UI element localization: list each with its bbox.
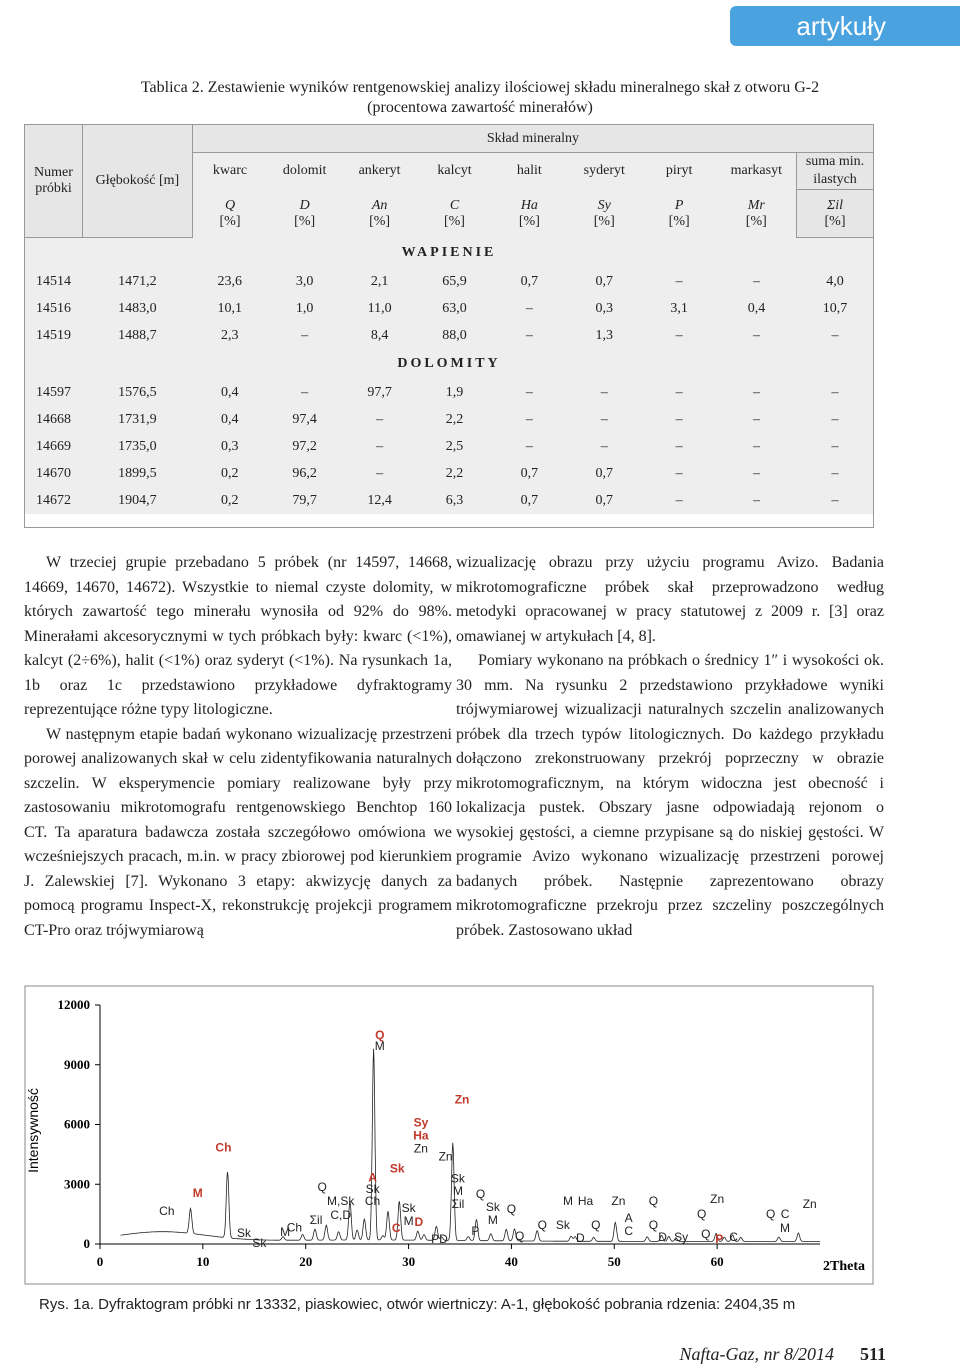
peak-label: Sy <box>674 1230 689 1245</box>
table-row <box>25 406 874 433</box>
table-cell: 1,3 <box>595 327 614 343</box>
table-cell: 11,0 <box>367 300 392 316</box>
peak-label: Ha <box>577 1194 594 1209</box>
table-cell: 0,7 <box>520 273 539 289</box>
mineral-table <box>24 124 874 514</box>
peak-label: M <box>452 1184 463 1199</box>
text-column-right <box>456 551 884 943</box>
table-cell: 97,7 <box>367 384 392 400</box>
table-cell: 2,3 <box>221 327 239 343</box>
peak-label: Zn <box>802 1197 817 1212</box>
figure-caption: Rys. 1a. Dyfraktogram próbki nr 13332, piaskowiec, otwór wiertniczy: A-1, głębokość pobrania rdzenia: 2404,35 m <box>39 1296 796 1313</box>
table-cell: – <box>831 492 839 508</box>
section-title: DOLOMITY <box>397 356 501 371</box>
table-row <box>25 379 874 406</box>
col-header-mineral: markasyt <box>730 163 782 179</box>
table-cell: 1471,2 <box>118 273 157 289</box>
section-row <box>25 238 874 269</box>
mineral-symbol: Sy <box>597 197 611 213</box>
mineral-symbol: Σil <box>826 197 844 213</box>
peak-label: Q <box>537 1218 547 1233</box>
table-cell: – <box>675 492 683 508</box>
table-cell: – <box>301 327 309 343</box>
peak-label: Ch <box>364 1194 381 1209</box>
table-cell: 0,3 <box>595 300 614 316</box>
table-cell: – <box>675 273 683 289</box>
table-cell: 14672 <box>35 492 71 508</box>
table-cell: 2,1 <box>370 273 389 289</box>
paragraph: W następnym etapie badań wykonano wizualizację przestrzeni porowej analizowanych skał w celu zidentyfikowania naturalnych szczelin. W eksperymencie pomiary realizowane były przy zastosowaniu mikrotomografu rentgenowskiego Benchtop 160 CT. Ta aparatura badawcza została szczegółowo omówiona we wcześniejszych pracach, m.in. w pracy zbiorowej pod kierunkiem J. Zalewskiej [7]. Wykonano 3 etapy: akwizycję danych za pomocą programu Inspect-X, rekonstrukcję projekcji programem CT-Pro oraz trójwymiarową <box>24 725 452 939</box>
peak-label: Sk <box>401 1201 416 1216</box>
peak-label: Q <box>697 1207 707 1222</box>
table-caption-subtitle: (procentowa zawartość minerałów) <box>367 99 593 116</box>
x-tick-label: 40 <box>504 1254 518 1269</box>
y-tick-label: 6000 <box>64 1116 90 1132</box>
peak-label: M <box>192 1186 203 1201</box>
table-cell: – <box>600 411 608 427</box>
table-cell: 14669 <box>35 438 71 454</box>
table-cell: 1576,5 <box>118 384 157 400</box>
table-cell: 0,4 <box>747 300 766 316</box>
table-cell: 1483,0 <box>118 300 157 316</box>
peak-label: Σil <box>309 1213 323 1228</box>
table-cell: 1904,7 <box>118 492 157 508</box>
col-header-symbol <box>797 190 874 238</box>
peak-label: Zn <box>413 1141 428 1156</box>
y-tick-label: 3000 <box>64 1176 90 1192</box>
peak-label: PD <box>431 1232 448 1247</box>
x-tick-label: 50 <box>607 1254 621 1269</box>
mineral-symbol: Q <box>224 197 236 213</box>
table-row <box>25 268 874 295</box>
peak-label: Zn <box>454 1092 470 1107</box>
table-cell: – <box>376 438 384 454</box>
peak-label: Q <box>514 1229 525 1244</box>
table-cell: 0,3 <box>221 438 239 454</box>
table-cell: – <box>525 411 533 427</box>
table-cell: 0,7 <box>595 273 614 289</box>
table-cell: 2,5 <box>445 438 464 454</box>
table-cell: – <box>525 327 533 343</box>
table-cell: – <box>831 384 839 400</box>
mineral-unit: [%] <box>443 213 465 229</box>
table-cell: 88,0 <box>442 327 467 343</box>
table-cell: – <box>831 465 839 481</box>
table-cell: – <box>675 411 683 427</box>
peak-label: Q <box>506 1202 517 1217</box>
table-body <box>25 125 874 515</box>
col-header-symbol <box>267 190 342 238</box>
table-cell: 10,7 <box>822 300 848 316</box>
col-header-symbol <box>717 190 797 238</box>
table-cell: – <box>301 384 309 400</box>
x-tick-label: 0 <box>96 1254 104 1269</box>
section-tag: artykuły <box>730 6 960 46</box>
table-cell: – <box>831 411 839 427</box>
table-cell: – <box>600 384 608 400</box>
col-header-mineral: kalcyt <box>437 163 472 179</box>
peak-label: M <box>563 1194 573 1209</box>
paragraph: Pomiary wykonano na próbkach o średnicy 1″ i wysokości ok. 30 mm. Na rysunku 2 przedstawiono przykładowe wyniki trójwymiarowej wizualizacji naturalnych szczelin analizowanych próbek dla trzech typów litologicznych. Do każdego przykładu dołączono zrekonstruowany przekrój poprzeczny w obrazie mikrotomograficznym, na którym widoczna jest obecność i lokalizacja pustek. Obszary jasne odpowiadają rejonom o wysokiej gęstości, a ciemne przypisane są do niskiej gęstości. W programie Avizo wykonano wizualizację przestrzeni porowej badanych próbek. Następnie zaprezentowano obrazy mikrotomograficzne przekroju przez szczeliny poszczególnych próbek. Zastosowano układ <box>456 652 884 939</box>
table-cell: – <box>753 411 761 427</box>
table-cell: 1,0 <box>295 300 314 316</box>
table-cell: 12,4 <box>367 492 392 508</box>
peak-label: Sk <box>450 1171 465 1186</box>
col-header-depth: Głębokość [m] <box>82 125 192 238</box>
table-cell: 8,4 <box>370 327 389 343</box>
mineral-unit: [%] <box>593 213 615 229</box>
table-cell: 63,0 <box>442 300 467 316</box>
table-row <box>25 295 874 322</box>
peak-label: Q <box>591 1218 601 1233</box>
table-cell: 1488,7 <box>118 327 157 343</box>
col-header-symbol <box>642 190 717 238</box>
x-tick-label: 20 <box>299 1254 313 1269</box>
table-cell: 0,4 <box>221 411 239 427</box>
table-cell: – <box>753 327 761 343</box>
peak-label: C <box>780 1207 790 1222</box>
table-cell: – <box>675 327 683 343</box>
col-header-symbol <box>492 190 567 238</box>
peak-label: D <box>576 1231 585 1246</box>
table-cell: 14597 <box>35 384 71 400</box>
peak-label: Sk <box>555 1218 570 1233</box>
table-cell: 1,9 <box>445 384 464 400</box>
table-cell: 10,1 <box>217 300 243 316</box>
table-cell: 0,7 <box>520 492 539 508</box>
section-row <box>25 349 874 379</box>
peak-label: Ha <box>413 1128 429 1143</box>
table-cell: 14516 <box>35 300 71 316</box>
peak-label: Σil <box>451 1197 465 1212</box>
mineral-symbol: Ha <box>520 197 538 213</box>
table-cell: – <box>831 438 839 454</box>
table-cell: 65,9 <box>442 273 467 289</box>
table-cell: 0,2 <box>221 492 239 508</box>
table-cell: – <box>675 438 683 454</box>
table-cell: – <box>753 465 761 481</box>
col-header-symbol <box>342 190 417 238</box>
mineral-unit: [%] <box>369 213 391 229</box>
table-cell: 1899,5 <box>118 465 157 481</box>
mineral-unit: [%] <box>745 213 767 229</box>
x-tick-label: 60 <box>710 1254 724 1269</box>
peak-label: Sk <box>236 1226 252 1241</box>
peak-label: Zn <box>611 1194 626 1209</box>
peak-label: P <box>715 1232 724 1247</box>
table-row <box>25 460 874 487</box>
table-cell: 0,4 <box>221 384 239 400</box>
mineral-symbol: D <box>299 197 310 213</box>
mineral-unit: [%] <box>668 213 690 229</box>
table-cell: 4,0 <box>826 273 844 289</box>
peak-label: Q <box>375 1027 385 1042</box>
table-cell: – <box>753 438 761 454</box>
table-cell: 2,2 <box>445 411 464 427</box>
peak-label: C <box>729 1230 738 1245</box>
peak-label: Q <box>701 1227 711 1242</box>
peak-label: Ch <box>159 1204 175 1219</box>
table-cell: 0,2 <box>221 465 239 481</box>
journal-name: Nafta-Gaz, nr 8/2014 <box>679 1344 834 1364</box>
table-caption: Tablica 2. Zestawienie wyników rentgenowskiej analizy ilościowej składu mineralnego skał z otworu G-2 <box>140 79 820 96</box>
y-tick-label: 9000 <box>64 1056 90 1072</box>
peak-label: Q <box>475 1187 486 1202</box>
table-cell: 97,2 <box>292 438 317 454</box>
table-row <box>25 322 874 349</box>
col-header-mineral: halit <box>516 163 542 179</box>
col-header-mineral: piryt <box>665 163 693 179</box>
table-cell: – <box>525 438 533 454</box>
peak-label: M <box>374 1038 385 1053</box>
table-cell: 14668 <box>35 411 71 427</box>
table-cell: – <box>376 411 384 427</box>
peak-label: D <box>414 1215 424 1230</box>
col-header-symbol <box>417 190 492 238</box>
mineral-unit: [%] <box>824 213 846 229</box>
table-cell: – <box>525 300 533 316</box>
peak-label: P <box>471 1224 480 1239</box>
peak-label: A <box>624 1211 633 1226</box>
table-cell: 79,7 <box>292 492 317 508</box>
table-cell: 23,6 <box>217 273 243 289</box>
col-header-mineral: ankeryt <box>358 163 401 179</box>
y-axis-label: Intensywność <box>25 1088 41 1173</box>
x-tick-label: 30 <box>402 1254 416 1269</box>
table-cell: – <box>376 465 384 481</box>
table-cell: 14519 <box>35 327 71 343</box>
table-cell: 96,2 <box>292 465 317 481</box>
diffractogram-figure <box>24 985 874 1285</box>
peak-label: Zn <box>710 1192 725 1207</box>
table-cell: – <box>675 465 683 481</box>
peak-label: Sk <box>389 1161 405 1176</box>
mineral-symbol: Mr <box>747 197 765 213</box>
mineral-unit: [%] <box>518 213 540 229</box>
table-cell: – <box>753 384 761 400</box>
peak-label: Sk <box>252 1235 267 1250</box>
peak-label: C <box>391 1221 401 1236</box>
peak-label: M <box>280 1225 291 1240</box>
x-tick-label: 10 <box>196 1254 210 1269</box>
mineral-unit: [%] <box>219 213 241 229</box>
table-cell: 0,7 <box>595 465 614 481</box>
col-header-mineral: dolomit <box>282 163 327 179</box>
peak-label: M,Sk <box>327 1194 355 1209</box>
table-cell: – <box>753 273 761 289</box>
col-header-mineral: syderyt <box>583 163 625 179</box>
peak-label: Q <box>317 1180 327 1195</box>
peak-label: Q <box>648 1218 659 1233</box>
peak-label: Q <box>648 1194 659 1209</box>
table-cell: – <box>753 492 761 508</box>
y-tick-label: 0 <box>83 1236 90 1251</box>
peak-label: Zn <box>438 1149 453 1164</box>
text-column-left <box>24 551 452 943</box>
peak-label: Q <box>765 1207 776 1222</box>
mineral-symbol: P <box>674 197 684 213</box>
col-header-symbol <box>567 190 642 238</box>
paragraph: wizualizację obrazu przy użyciu programu Avizo. Badania mikrotomograficzne próbek skał przeprowadzono według metodyki opracowanej w pracy statutowej z 2009 r. [3] oraz omawianej w artykułach [4, 8]. <box>456 554 884 645</box>
table-cell: 97,4 <box>292 411 317 427</box>
table-cell: – <box>525 384 533 400</box>
x-axis-label: 2Theta <box>823 1259 865 1274</box>
table-cell: – <box>675 384 683 400</box>
paragraph: W trzeciej grupie przebadano 5 próbek (nr 14597, 14668, 14669, 14670, 14672). Wszystkie to niemal czyste dolomity, w których zawartość tego minerału wynosiła od 92% do 98%. Minerałami akcesorycznymi w tych próbkach były: kwarc (<1%), kalcyt (2÷6%), halit (<1%) oraz syderyt (<1%). Na rysunkach 1a, 1b oraz 1c przedstawiono przykładowe dyfraktogramy reprezentujące różne typy litologiczne. <box>24 554 452 718</box>
col-header-group: Skład mineralny <box>192 125 873 153</box>
peak-label: Sk <box>485 1200 500 1215</box>
mineral-unit: [%] <box>294 213 316 229</box>
col-header-sample: Numer próbki <box>25 125 83 238</box>
col-header-mineral: kwarc <box>212 163 248 179</box>
diffractogram-chart <box>24 985 874 1285</box>
peak-label: C <box>624 1224 634 1239</box>
peak-label: M <box>403 1214 414 1229</box>
peak-label: M <box>487 1213 498 1228</box>
peak-label: C,D <box>330 1208 352 1223</box>
table-cell: 1735,0 <box>118 438 157 454</box>
page-footer <box>679 1344 886 1365</box>
table-cell: 14514 <box>35 273 71 289</box>
table-cell: 0,7 <box>595 492 614 508</box>
table-cell: – <box>600 438 608 454</box>
peak-label: Sk <box>365 1182 380 1197</box>
table-cell: – <box>831 327 839 343</box>
mineral-symbol: An <box>371 197 388 213</box>
mineral-symbol: C <box>449 197 460 213</box>
table-cell: 2,2 <box>445 465 464 481</box>
y-tick-label: 12000 <box>57 997 90 1012</box>
table-cell: 1731,9 <box>118 411 157 427</box>
page-number: 511 <box>859 1344 886 1364</box>
peak-label: Ch <box>215 1140 232 1155</box>
table-row <box>25 487 874 514</box>
table-cell: 6,3 <box>445 492 464 508</box>
peak-label: Ch <box>286 1220 303 1235</box>
col-header-symbol <box>192 190 267 238</box>
table-cell: 3,1 <box>670 300 688 316</box>
peak-label: D <box>658 1230 667 1245</box>
peak-label: A <box>368 1170 377 1185</box>
table-cell: 14670 <box>35 465 71 481</box>
section-title: WAPIENIE <box>401 245 497 260</box>
peak-label: M <box>780 1221 791 1236</box>
peak-label: Sy <box>413 1115 429 1130</box>
table-cell: 3,0 <box>295 273 314 289</box>
table-row <box>25 433 874 460</box>
table-cell: 0,7 <box>520 465 539 481</box>
col-header-mineral: suma min. ilastych <box>797 153 874 190</box>
